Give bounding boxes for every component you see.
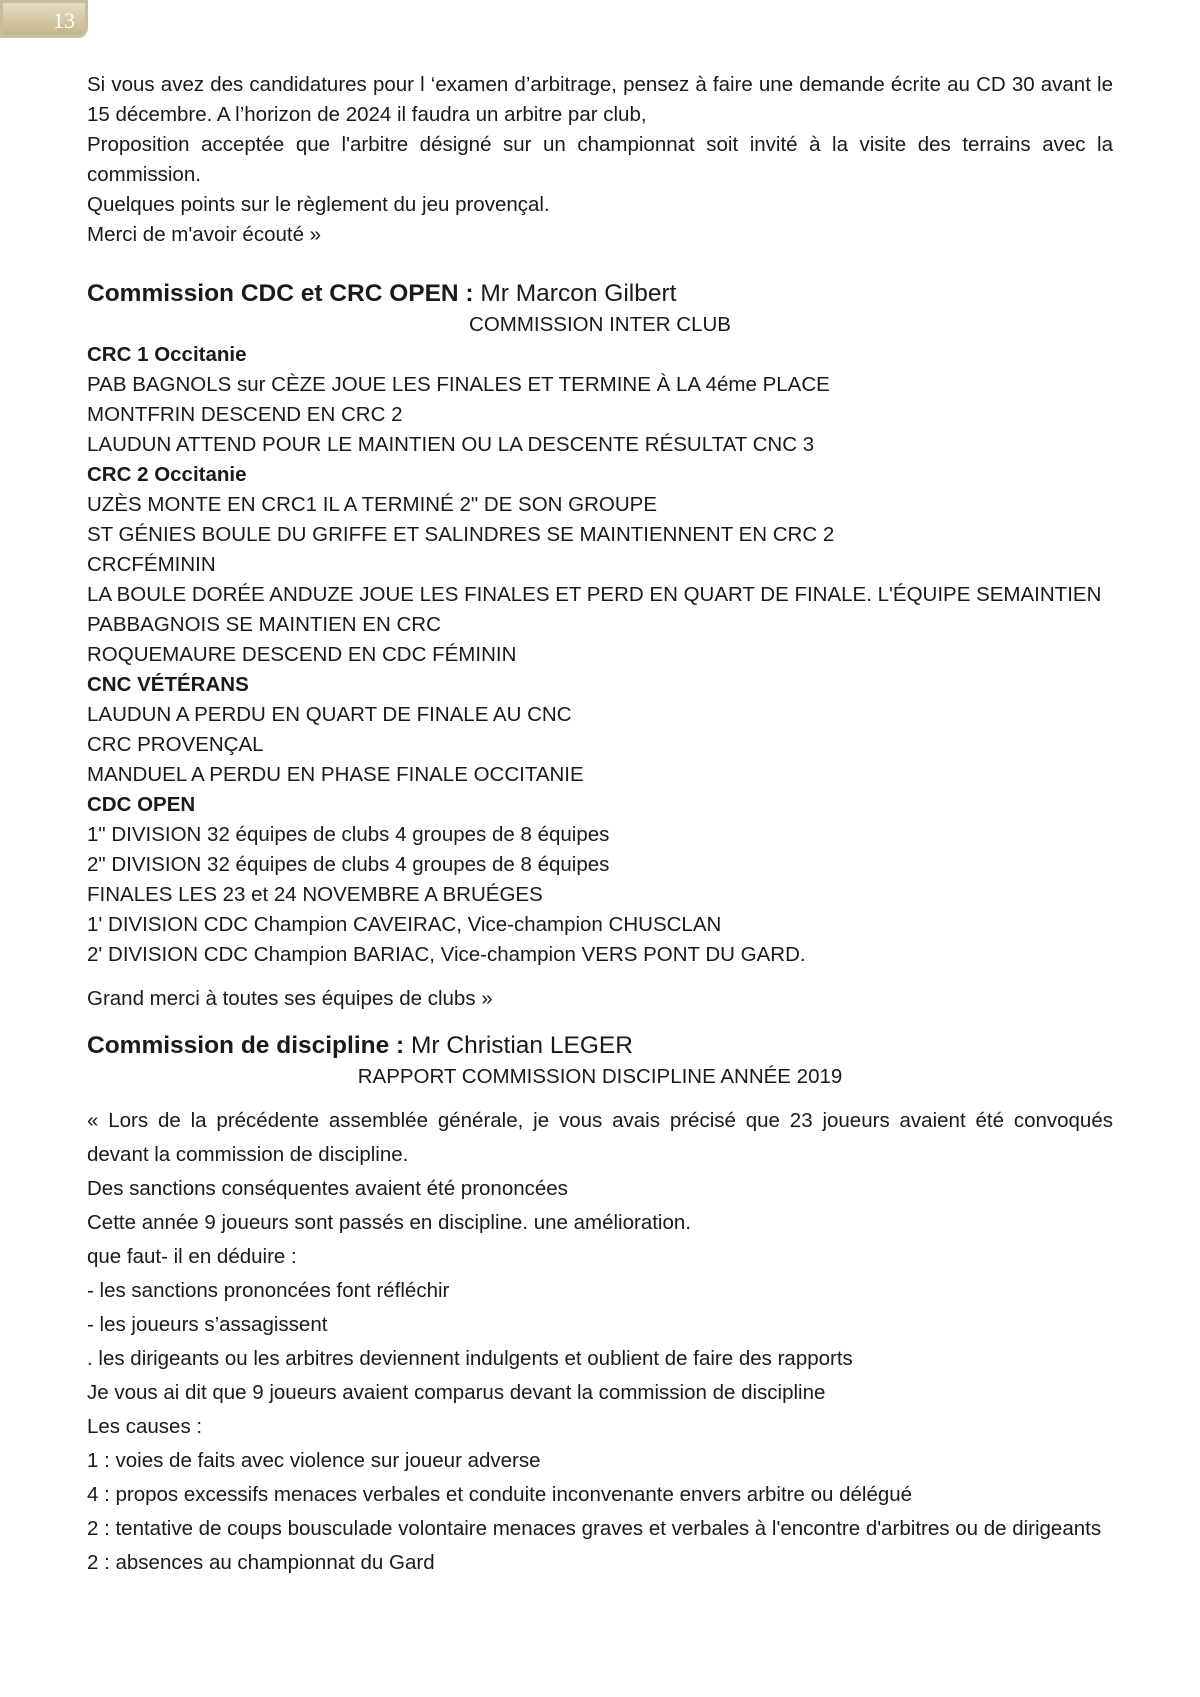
section-cdc-heading-name: Mr Marcon Gilbert xyxy=(473,280,677,307)
section-cdc-line: 2" DIVISION 32 équipes de clubs 4 groupes de 8 équipes xyxy=(87,853,610,876)
section-cdc-line: FINALES LES 23 et 24 NOVEMBRE A BRUÉGES xyxy=(87,883,543,906)
section-cdc-lines xyxy=(87,340,1113,970)
section-cdc-subheading: CRC 2 Occitanie xyxy=(87,463,247,486)
discipline-line: Cette année 9 joueurs sont passés en discipline. une amélioration. xyxy=(87,1211,691,1234)
discipline-line: - les joueurs s’assagissent xyxy=(87,1313,328,1336)
section-cdc-line: UZÈS MONTE EN CRC1 IL A TERMINÉ 2" DE SON GROUPE xyxy=(87,493,657,516)
section-cdc-subtitle: COMMISSION INTER CLUB xyxy=(469,313,731,336)
section-cdc-heading-bold: Commission CDC et CRC OPEN : xyxy=(87,280,474,307)
intro-line-4: Merci de m'avoir écouté » xyxy=(87,223,322,246)
intro-paragraph-1: Si vous avez des candidatures pour l ‘examen d’arbitrage, pensez à faire une demande écrite au CD 30 avant le 15 décembre. A l’horizon de 2024 il faudra un arbitre par club, xyxy=(87,73,1113,126)
section-discipline-lines xyxy=(87,1172,1113,1512)
section-cdc-line: PAB BAGNOLS sur CÈZE JOUE LES FINALES ET TERMINE À LA 4éme PLACE xyxy=(87,373,830,396)
discipline-line: 1 : voies de faits avec violence sur joueur adverse xyxy=(87,1449,541,1472)
discipline-line: que faut- il en déduire : xyxy=(87,1245,297,1268)
section-cdc-line: 1' DIVISION CDC Champion CAVEIRAC, Vice-champion CHUSCLAN xyxy=(87,913,722,936)
section-cdc-line: MONTFRIN DESCEND EN CRC 2 xyxy=(87,403,403,426)
discipline-line: Des sanctions conséquentes avaient été prononcées xyxy=(87,1177,568,1200)
discipline-last-line: 2 : absences au championnat du Gard xyxy=(87,1551,435,1574)
section-cdc-line: LAUDUN A PERDU EN QUART DE FINALE AU CNC xyxy=(87,703,572,726)
section-cdc-line: LA BOULE DORÉE ANDUZE JOUE LES FINALES ET PERD EN QUART DE FINALE. L'ÉQUIPE SEMAINTIEN xyxy=(87,583,1102,606)
intro-line-3: Quelques points sur le règlement du jeu provençal. xyxy=(87,193,550,216)
section-cdc-line: PABBAGNOIS SE MAINTIEN EN CRC xyxy=(87,613,441,636)
section-cdc-line: MANDUEL A PERDU EN PHASE FINALE OCCITANIE xyxy=(87,763,584,786)
section-cdc-subheading: CDC OPEN xyxy=(87,793,196,816)
section-cdc-line: CRC PROVENÇAL xyxy=(87,733,264,756)
section-cdc-line: LAUDUN ATTEND POUR LE MAINTIEN OU LA DESCENTE RÉSULTAT CNC 3 xyxy=(87,433,815,456)
section-cdc-heading xyxy=(87,278,1113,310)
section-cdc-closing: Grand merci à toutes ses équipes de clubs » xyxy=(87,987,493,1010)
discipline-line: Les causes : xyxy=(87,1415,203,1438)
document-body xyxy=(87,70,1113,1580)
section-discipline-subtitle: RAPPORT COMMISSION DISCIPLINE ANNÉE 2019 xyxy=(357,1065,843,1088)
section-cdc-line: ST GÉNIES BOULE DU GRIFFE ET SALINDRES SE MAINTIENNENT EN CRC 2 xyxy=(87,523,835,546)
page-number-badge: 13 xyxy=(0,0,88,38)
section-cdc-line: 1" DIVISION 32 équipes de clubs 4 groupes de 8 équipes xyxy=(87,823,610,846)
discipline-line: Je vous ai dit que 9 joueurs avaient comparus devant la commission de discipline xyxy=(87,1381,826,1404)
section-cdc-subheading: CRC 1 Occitanie xyxy=(87,343,247,366)
section-discipline-heading-name: Mr Christian LEGER xyxy=(404,1032,633,1059)
section-cdc-line: ROQUEMAURE DESCEND EN CDC FÉMININ xyxy=(87,643,517,666)
section-cdc-line: 2' DIVISION CDC Champion BARIAC, Vice-champion VERS PONT DU GARD. xyxy=(87,943,806,966)
section-cdc-subheading: CNC VÉTÉRANS xyxy=(87,673,249,696)
section-discipline-heading-bold: Commission de discipline : xyxy=(87,1032,405,1059)
section-cdc-line: CRCFÉMININ xyxy=(87,553,216,576)
discipline-line: . les dirigeants ou les arbitres deviennent indulgents et oublient de faire des rapports xyxy=(87,1347,853,1370)
discipline-paragraph-2: 2 : tentative de coups bousculade volontaire menaces graves et verbales à l'encontre d'arbitres ou de dirigeants xyxy=(87,1517,1102,1540)
discipline-paragraph-1: « Lors de la précédente assemblée générale, je vous avais précisé que 23 joueurs avaient été convoqués devant la commission de discipline. xyxy=(87,1109,1113,1166)
discipline-line: 4 : propos excessifs menaces verbales et conduite inconvenante envers arbitre ou délégué xyxy=(87,1483,913,1506)
intro-paragraph-2: Proposition acceptée que l'arbitre désigné sur un championnat soit invité à la visite des terrains avec la commission. xyxy=(87,133,1113,186)
section-discipline-heading xyxy=(87,1030,1113,1062)
discipline-line: - les sanctions prononcées font réfléchir xyxy=(87,1279,450,1302)
